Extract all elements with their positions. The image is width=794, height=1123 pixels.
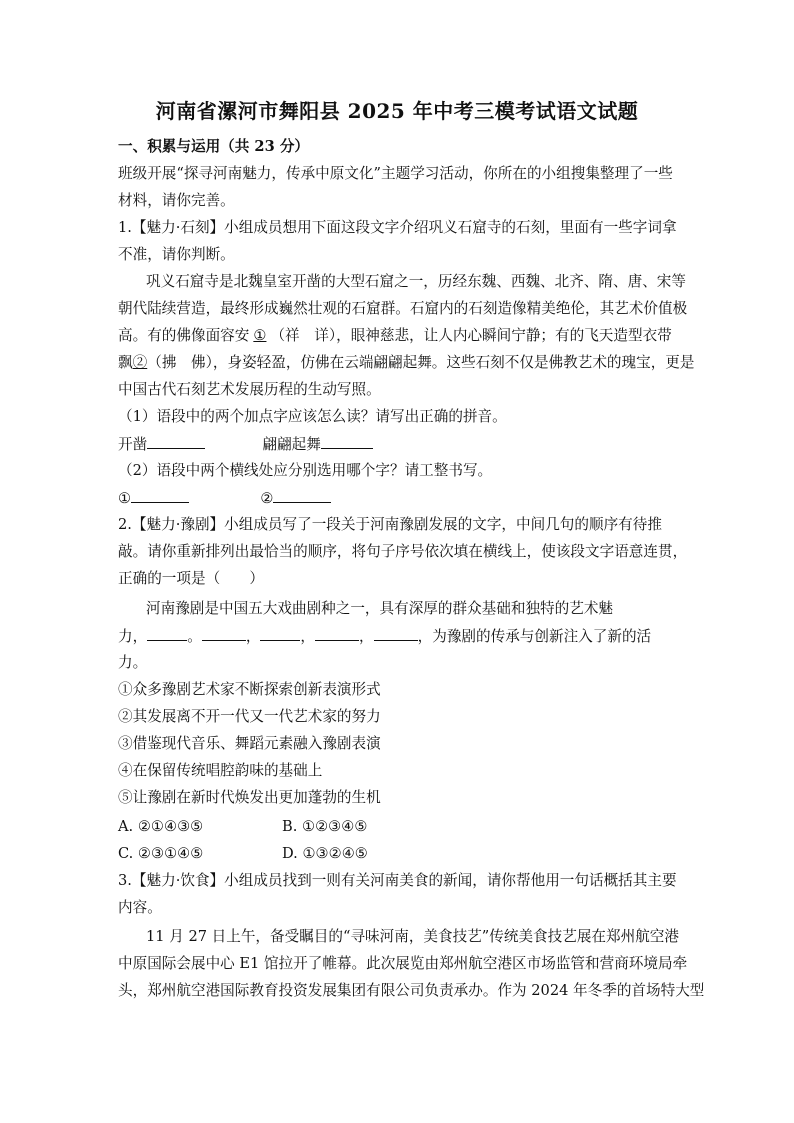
order-blank[interactable] — [374, 626, 418, 641]
order-blank[interactable] — [147, 626, 187, 641]
q3-passage-line: 中原国际会展中心 E1 馆拉开了帷幕。此次展览由郑州航空港区市场监管和营商环境局牵 — [118, 955, 688, 972]
passage-text: 飘 — [118, 354, 133, 371]
q1-passage-line — [118, 353, 695, 373]
q2-option-a[interactable]: A. ②①④③⑤ — [118, 818, 204, 835]
q1-sub1: （1）语段中的两个加点字应该怎么读？请写出正确的拼音。 — [118, 408, 507, 425]
q1-passage-line: 朝代陆续营造，最终形成巍然壮观的石窟群。石窟内的石刻造像精美绝伦，其艺术价值极 — [118, 300, 688, 317]
order-blank[interactable] — [260, 626, 300, 641]
q2-stem-line: 正确的一项是（ ） — [118, 570, 264, 587]
q1-sub2: （2）语段中两个横线处应分别选用哪个字？请工整书写。 — [118, 462, 493, 479]
answer-label: ① — [118, 490, 132, 507]
section-heading: 一、积累与运用（共 23 分） — [118, 138, 310, 155]
passage-text: ， — [245, 628, 261, 645]
answer-label: ② — [260, 490, 274, 507]
q2-sentence: ⑤让豫剧在新时代焕发出更加蓬勃的生机 — [118, 789, 381, 806]
page-title: 河南省漯河市舞阳县 2025 年中考三模考试语文试题 — [155, 99, 639, 123]
passage-text: ， — [359, 628, 374, 645]
q3-passage-line: 头，郑州航空港国际教育投资发展集团有限公司负责承办。作为 2024 年冬季的首场特大型 — [118, 982, 705, 999]
q2-option-c[interactable]: C. ②③①④⑤ — [118, 845, 204, 862]
q1-passage-line: 巩义石窟寺是北魏皇室开凿的大型石窟之一，历经东魏、西魏、北齐、隋、唐、宋等 — [146, 273, 686, 290]
passage-text: 力， — [118, 628, 148, 645]
q1-passage-line — [118, 326, 672, 346]
answer-blank[interactable] — [147, 434, 205, 449]
passage-text: ， — [300, 628, 316, 645]
answer-label: 翩翩起舞 — [262, 436, 321, 453]
q2-option-b[interactable]: B. ①②③④⑤ — [282, 818, 368, 835]
answer-blank[interactable] — [273, 488, 331, 503]
answer-blank[interactable] — [131, 488, 189, 503]
q2-sentence: ④在保留传统唱腔韵味的基础上 — [118, 762, 323, 779]
q2-sentence: ②其发展离不开一代又一代艺术家的努力 — [118, 708, 381, 725]
q2-sentence: ③借鉴现代音乐、舞蹈元素融入豫剧表演 — [118, 735, 381, 752]
q2-option-d[interactable]: D. ①③②④⑤ — [282, 845, 368, 862]
q2-stem-line: 2.【魅力·豫剧】小组成员写了一段关于河南豫剧发展的文字，中间几句的顺序有待推 — [118, 516, 662, 533]
answer-label: 开凿 — [118, 436, 148, 453]
answer-blank[interactable] — [321, 434, 373, 449]
passage-text: （祥 详），眼神慈悲，让人内心瞬间宁静；有的飞天造型衣带 — [270, 327, 672, 344]
passage-text: 。 — [187, 628, 202, 645]
fill-blank-2[interactable]: ② — [132, 354, 148, 371]
intro-line: 材料，请你完善。 — [118, 192, 235, 209]
q1-stem-line: 不准，请你判断。 — [118, 246, 235, 263]
q3-stem-line: 3.【魅力·饮食】小组成员找到一则有关河南美食的新闻，请你帮他用一句话概括其主要 — [118, 872, 677, 889]
passage-text: 高。有的佛像面容安 — [118, 327, 250, 344]
q1-stem-line: 1.【魅力·石刻】小组成员想用下面这段文字介绍巩义石窟寺的石刻，里面有一些字词拿 — [118, 219, 677, 236]
fill-blank-1[interactable]: ① — [253, 327, 267, 344]
q3-passage-line: 11 月 27 日上午，备受瞩目的“寻味河南，美食技艺”传统美食技艺展在郑州航空港 — [146, 928, 679, 945]
q2-passage-line — [118, 626, 651, 647]
q2-passage-line: 河南豫剧是中国五大戏曲剧种之一，具有深厚的群众基础和独特的艺术魅 — [146, 600, 614, 617]
q2-passage-line: 力。 — [118, 654, 148, 671]
q2-stem-line: 敲。请你重新排列出最恰当的顺序，将句子序号依次填在横线上，使该段文字语意连贯， — [118, 543, 688, 560]
q3-stem-line: 内容。 — [118, 899, 162, 916]
passage-text: （拂 佛），身姿轻盈，仿佛在云端翩翩起舞。这些石刻不仅是佛教艺术的瑰宝，更是 — [147, 354, 695, 371]
intro-line: 班级开展“探寻河南魅力，传承中原文化”主题学习活动，你所在的小组搜集整理了一些 — [118, 165, 673, 182]
passage-text: ，为豫剧的传承与创新注入了新的活 — [417, 628, 652, 645]
q1-passage-line: 中国古代石刻艺术发展历程的生动写照。 — [118, 381, 381, 398]
order-blank[interactable] — [315, 626, 359, 641]
order-blank[interactable] — [202, 626, 246, 641]
q1-sub1-answers — [118, 434, 373, 455]
q1-sub2-answers — [118, 488, 331, 509]
q2-sentence: ①众多豫剧艺术家不断探索创新表演形式 — [118, 681, 381, 698]
